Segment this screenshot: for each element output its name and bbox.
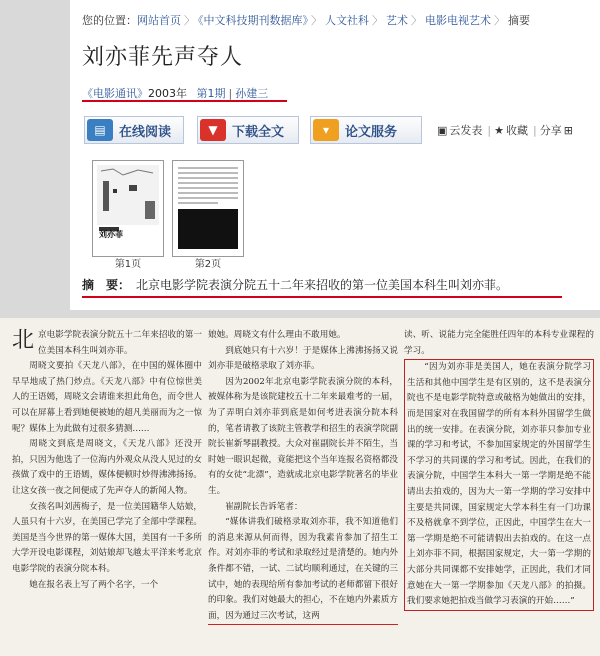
download-label: 下载全文 [232,124,285,140]
plus-icon: ⊞ [563,124,573,137]
abstract-page [70,0,600,310]
breadcrumb-database[interactable]: 《中文科技期刊数据库》 [198,14,308,27]
page-thumbnail[interactable] [172,160,244,270]
breadcrumb-separator: 〉 [494,14,505,27]
article-paragraph: 她在报名表上写了两个名字，一个 [29,579,159,590]
journal-link[interactable]: 《电影通讯》 [82,87,148,100]
read-online-button[interactable] [84,116,184,144]
breadcrumb-current: 摘要 [508,14,530,27]
favorite-link[interactable]: 收藏 [506,124,528,137]
book-icon: ▤ [87,119,113,141]
chevron-down-icon: ▾ [313,119,339,141]
article-column [12,328,202,593]
article-paragraph: 女孩名叫刘茜梅子，是一位美国籍华人姑娘，人虽只有十六岁，在美国已学完了全部中学课程。美国是当今世界的第一媒体大国，美国有一千多所大学开设电影课程，刘姑娘却飞越太平洋来考北京电影学院的表演分院本科。 [12,501,202,574]
page-title: 刘亦菲先声夺人 [82,45,244,70]
service-label: 论文服务 [345,124,398,140]
abstract-highlight-underline [82,296,562,298]
page-preview-image [173,161,243,256]
breadcrumb-art[interactable]: 艺术 [386,14,408,27]
breadcrumb-home[interactable]: 网站首页 [137,14,181,27]
article-paragraph: 周晓文要拍《天龙八部》，在中国的媒体圈中早早地成了热门炒点。《天龙八部》中有位惊世美人的王语嫣，周晓文会请谁来担此角色，而令世人可以在屏幕上看到她便被她的超凡美丽而为之一惊呢？媒体上为此做有过很多猜测…… [12,361,202,434]
cloud-icon: ▣ [437,124,448,137]
thumb-caption: 第2页 [194,259,222,270]
breadcrumb [82,12,530,28]
abstract [82,276,508,293]
article-scan [0,318,600,656]
article-paragraph: 因为2002年北京电影学院表演分院的本科，被媒体称为是该院建校五十二年来最难考的一届，为了弄明白刘亦菲到底是如何考进表演分院本科的，笔者请教了该院主管教学和招生的表演学院副院长崔新琴副教授。大众对崔副院长并不陌生，当时她一眼识起微，竟能把这个当年连报名资格都没有的女徒“北漂”，造就成北京电影学院著名的毕业生。 [208,376,398,496]
author-link[interactable]: 孙建三 [235,87,269,100]
article-paragraph: 京电影学院表演分院五十二年来招收的第一位美国本科生叫刘亦菲。 [38,330,202,356]
meta-separator: | [228,87,233,100]
share-link[interactable]: 分享 [539,124,562,137]
breadcrumb-separator: 〉 [311,14,322,27]
meta-separator [190,87,194,100]
breadcrumb-label: 您的位置： [82,14,137,27]
meta-year: 2003年 [148,87,187,100]
thumb-heading: 刘亦菲 [99,230,123,239]
pdf-icon: ▼ [200,119,226,141]
cloud-publish-link[interactable]: 云发表 [449,124,483,137]
article-toolbar [82,116,592,146]
breadcrumb-film-tv[interactable]: 电影电视艺术 [425,14,491,27]
article-column [208,328,398,625]
meta-highlight-underline [82,100,287,102]
action-separator: | [533,124,537,137]
download-fulltext-button[interactable] [197,116,299,144]
drop-cap: 北 [12,328,35,353]
article-paragraph: 读、听、说能力完全能胜任四年的本科专业课程的学习。 [404,330,594,356]
article-paragraph: 崔副院长告诉笔者： [225,501,303,512]
read-online-label: 在线阅读 [119,124,172,140]
article-paragraph: 到底她只有十六岁！于是媒体上沸沸扬扬又说刘亦菲是破格录取了刘亦菲。 [208,345,398,372]
breadcrumb-separator: 〉 [372,14,383,27]
highlighted-quote: “媒体讲我们破格录取刘亦菲，我不知道他们的消息来源从何而得，因为我素肯参加了招生工作。对刘亦菲的考试和录取经过是清楚的。她内外条件都不错，一试、二试均顺利通过，在关键的三试中，她的表现给所有参加考试的老师都留下很好的印象。我们对她最大的担心，不在她内外素质方面，因为通过三次考试，这两 [208,515,398,625]
breadcrumb-humanities[interactable]: 人文社科 [325,14,369,27]
star-icon: ★ [494,124,504,137]
article-paragraph: 周晓文到底是周晓文，《天龙八部》还没开拍，只因为他选了一位海内外观众从没人见过的女孩做了戏中的王语嫣，媒体便顿时炒得沸沸扬扬。让这女孩一夜之间便成了先声夺人的新闻人物。 [12,439,202,496]
page-thumbnail[interactable] [92,160,164,270]
breadcrumb-separator: 〉 [184,14,195,27]
paper-service-button[interactable] [310,116,422,144]
thumb-caption: 第1页 [114,259,142,270]
page-preview-image [93,161,163,256]
issue-link[interactable]: 第1期 [196,87,226,100]
article-paragraph: 娘她。周晓文有什么理由不敢用她。 [208,330,346,340]
action-separator: | [487,124,492,137]
breadcrumb-separator: 〉 [411,14,422,27]
article-meta [82,85,268,101]
side-actions [437,122,575,138]
abstract-text: 北京电影学院表演分院五十二年来招收的第一位美国本科生叫刘亦菲。 [136,278,509,292]
abstract-label: 摘 要： [82,278,131,292]
article-column [404,328,594,611]
highlighted-quote: “因为刘亦菲是美国人，她在表演分院学习生活和其他中国学生是有区别的，这不是表演分院也不是电影学院特意或破格为她做出的安排，而是国家对在我国留学的所有本科外国留学生做出的统一安排。在表演分院，刘亦菲只参加专业课的学习和考试，不参加国家规定的外国留学生不学习的共同课的学习和考试。因此，在我们的表演分院，中国学生本科大一第一学期是绝不能请出去拍戏的，因为大一第一学期的学习安排中主要是共同课，国家规定大学本科生有一门功课不及格就拿不到学位，正因此，中国学生在大一第一学期是绝不可能请假出去拍戏的。在这一点上刘亦菲不同，根据国家规定，大一第一学期的大部分共同课都不安排她学，正因此，我们才同意她在大一第一学期参加《天龙八部》的拍摄。我们要求她把拍戏当做学习表演的开始……” [404,359,594,611]
